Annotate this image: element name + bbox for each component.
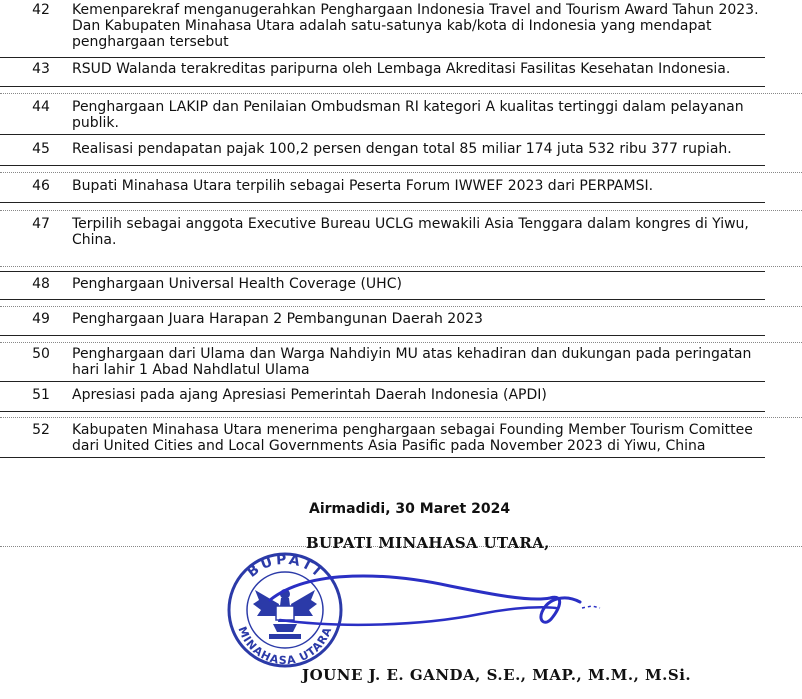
row-separator — [0, 411, 765, 412]
page-break-line — [0, 266, 802, 267]
row-separator — [0, 271, 765, 272]
row-text: Kabupaten Minahasa Utara menerima penghargaan sebagai Founding Member Tourism Comittee dari United Cities and Local Governments Asia Pasific pada November 2023 di Yiwu, China — [72, 422, 753, 454]
page-break-line — [0, 93, 802, 94]
row-text: Penghargaan dari Ulama dan Warga Nahdiyin MU atas kehadiran dan dukungan pada peringatan hari lahir 1 Abad Nahdlatul Ulama — [72, 346, 752, 378]
row-text: Apresiasi pada ajang Apresiasi Pemerintah Daerah Indonesia (APDI) — [72, 387, 547, 403]
row-number: 45 — [32, 141, 50, 157]
row-separator — [0, 86, 765, 87]
row-separator — [0, 299, 765, 300]
row-separator — [0, 165, 765, 166]
row-text: Terpilih sebagai anggota Executive Bureau UCLG mewakili Asia Tenggara dalam kongres di Yiwu, China. — [72, 216, 749, 248]
row-number: 49 — [32, 311, 50, 327]
page-break-line — [0, 172, 802, 173]
row-number: 43 — [32, 61, 50, 77]
garuda-emblem-icon — [253, 589, 317, 639]
signatory-name: JOUNE J. E. GANDA, S.E., MAP., M.M., M.Si. — [302, 666, 692, 684]
stamp-top-text: BUPATI — [244, 551, 326, 581]
row-separator — [0, 134, 765, 135]
page-break-line — [0, 210, 802, 211]
row-text: RSUD Walanda terakreditas paripurna oleh Lembaga Akreditasi Fasilitas Kesehatan Indonesia. — [72, 61, 731, 77]
row-separator — [0, 335, 765, 336]
row-number: 47 — [32, 216, 50, 232]
row-number: 50 — [32, 346, 50, 362]
official-stamp — [229, 552, 341, 667]
row-text: Bupati Minahasa Utara terpilih sebagai Peserta Forum IWWEF 2023 dari PERPAMSI. — [72, 178, 654, 194]
row-text: Kemenparekraf menganugerahkan Penghargaan Indonesia Travel and Tourism Award Tahun 2023. Dan Kabupaten Minahasa Utara adalah satu-satunya kab/kota di Indonesia yang mendapat penghargaan tersebut — [72, 2, 759, 50]
row-number: 51 — [32, 387, 50, 403]
row-text: Penghargaan LAKIP dan Penilaian Ombudsman RI kategori A kualitas tertinggi dalam pelayanan publik. — [72, 99, 744, 131]
row-text: Penghargaan Juara Harapan 2 Pembangunan Daerah 2023 — [72, 311, 483, 327]
row-number: 48 — [32, 276, 50, 292]
row-separator — [0, 202, 765, 203]
page-break-line — [0, 417, 802, 418]
row-text: Realisasi pendapatan pajak 100,2 persen dengan total 85 miliar 174 juta 532 ribu 377 rupiah. — [72, 141, 732, 157]
stamp-bottom-text: MINAHASA UTARA — [235, 624, 335, 668]
signature-stroke — [582, 606, 600, 608]
row-separator — [0, 381, 765, 382]
page-break-line — [0, 306, 802, 307]
signature-stroke — [270, 576, 580, 622]
row-separator — [0, 57, 765, 58]
signatory-title: BUPATI MINAHASA UTARA, — [306, 534, 550, 552]
row-number: 52 — [32, 422, 50, 438]
row-separator — [0, 457, 765, 458]
page-break-line — [0, 342, 802, 343]
row-text: Penghargaan Universal Health Coverage (UHC) — [72, 276, 402, 292]
row-number: 46 — [32, 178, 50, 194]
row-number: 42 — [32, 2, 50, 18]
svg-text:BUPATI — [244, 552, 326, 581]
row-number: 44 — [32, 99, 50, 115]
place-and-date: Airmadidi, 30 Maret 2024 — [309, 501, 511, 517]
signature-and-stamp — [220, 548, 620, 678]
